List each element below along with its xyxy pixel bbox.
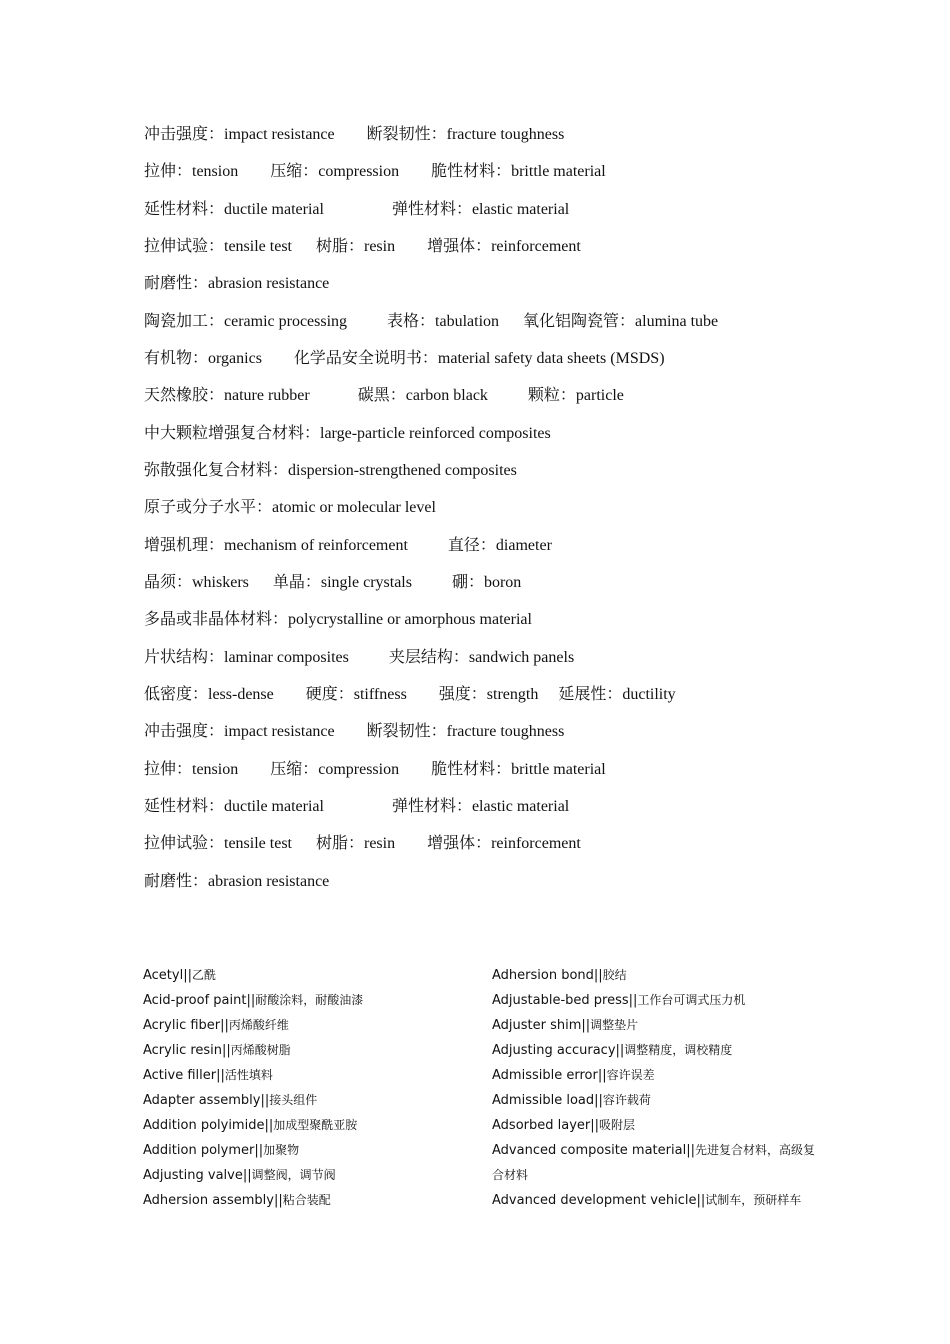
glossary-term-zh: 吸附层 <box>599 1118 636 1132</box>
glossary-entry <box>143 1088 473 1113</box>
glossary-term-en: Adjusting valve|| <box>143 1168 252 1183</box>
term-line: 低密度：less-dense 硬度：stiffness 强度：strength 延展性：ductility <box>144 685 676 703</box>
term-line: 有机物：organics 化学品安全说明书：material safety data sheets (MSDS) <box>144 349 665 367</box>
glossary-entry <box>143 1163 473 1188</box>
glossary-entry <box>143 1038 473 1063</box>
glossary-term-en: Active filler|| <box>143 1068 225 1083</box>
glossary-term-zh: 加成型聚酰亚胺 <box>273 1118 358 1132</box>
glossary-entry <box>492 1088 822 1113</box>
glossary-term-en: Addition polyimide|| <box>143 1118 274 1133</box>
glossary-term-en: Advanced development vehicle|| <box>492 1193 706 1208</box>
glossary-term-en: Adjusting accuracy|| <box>492 1043 625 1058</box>
glossary-entry <box>492 963 822 988</box>
glossary-term-en: Adjuster shim|| <box>492 1018 591 1033</box>
glossary-term-en: Admissible load|| <box>492 1093 603 1108</box>
glossary-term-en: Adsorbed layer|| <box>492 1118 599 1133</box>
glossary-term-en: Acetyl|| <box>143 968 192 983</box>
glossary-entry <box>143 1063 473 1088</box>
term-line: 拉伸：tension 压缩：compression 脆性材料：brittle material <box>144 163 606 181</box>
glossary-term-zh: 先进复合材料，高级复合材料 <box>492 1143 815 1182</box>
glossary-term-zh: 丙烯酸树脂 <box>230 1043 291 1057</box>
term-line: 原子或分子水平：atomic or molecular level <box>144 499 436 517</box>
glossary-entry <box>143 988 473 1013</box>
glossary-entry <box>492 1113 822 1138</box>
term-line: 拉伸试验：tensile test 树脂：resin 增强体：reinforcement <box>144 237 581 255</box>
glossary-term-zh: 粘合装配 <box>282 1193 331 1207</box>
glossary-term-zh: 加聚物 <box>263 1143 300 1157</box>
glossary-entry <box>492 1138 822 1188</box>
term-line: 中大颗粒增强复合材料：large-particle reinforced composites <box>144 424 551 442</box>
glossary-left-column <box>143 963 473 1213</box>
term-line: 天然橡胶：nature rubber 碳黑：carbon black 颗粒：particle <box>144 387 624 405</box>
term-line: 拉伸：tension 压缩：compression 脆性材料：brittle material <box>144 760 606 778</box>
glossary-term-zh: 试制车，预研样车 <box>705 1193 802 1207</box>
term-line: 耐磨性：abrasion resistance <box>144 872 330 890</box>
glossary-term-zh: 工作台可调式压力机 <box>637 993 746 1007</box>
glossary-term-en: Addition polymer|| <box>143 1143 264 1158</box>
term-line: 冲击强度：impact resistance 断裂韧性：fracture toughness <box>144 723 565 741</box>
glossary-term-en: Adjustable-bed press|| <box>492 993 638 1008</box>
glossary-entry <box>143 1013 473 1038</box>
term-list <box>144 116 844 900</box>
term-line: 弥散强化复合材料：dispersion-strengthened composites <box>144 461 517 479</box>
glossary-term-en: Acrylic resin|| <box>143 1043 231 1058</box>
glossary-term-zh: 乙酰 <box>191 968 216 982</box>
glossary-term-zh: 丙烯酸纤维 <box>228 1018 289 1032</box>
glossary-term-zh: 调整阀，调节阀 <box>251 1168 336 1182</box>
term-line: 晶须：whiskers 单晶：single crystals 硼：boron <box>144 573 522 591</box>
glossary-term-zh: 接头组件 <box>269 1093 318 1107</box>
glossary-term-zh: 容许载荷 <box>602 1093 651 1107</box>
term-line: 延性材料：ductile material 弹性材料：elastic material <box>144 200 570 218</box>
glossary-entry <box>143 963 473 988</box>
term-line: 增强机理：mechanism of reinforcement 直径：diameter <box>144 536 552 554</box>
glossary-term-zh: 容许误差 <box>606 1068 655 1082</box>
glossary-term-zh: 活性填料 <box>224 1068 273 1082</box>
glossary-term-zh: 调整精度，调校精度 <box>624 1043 733 1057</box>
glossary-term-en: Adhersion bond|| <box>492 968 603 983</box>
glossary-term-en: Admissible error|| <box>492 1068 607 1083</box>
term-line: 耐磨性：abrasion resistance <box>144 275 330 293</box>
glossary-term-zh: 耐酸涂料，耐酸油漆 <box>255 993 364 1007</box>
glossary-entry <box>143 1138 473 1163</box>
term-line: 拉伸试验：tensile test 树脂：resin 增强体：reinforcement <box>144 835 581 853</box>
glossary-entry <box>143 1188 473 1213</box>
glossary-term-zh: 调整垫片 <box>590 1018 639 1032</box>
term-line: 延性材料：ductile material 弹性材料：elastic material <box>144 797 570 815</box>
glossary-entry <box>492 1188 822 1213</box>
glossary-term-en: Adhersion assembly|| <box>143 1193 283 1208</box>
glossary-term-en: Acrylic fiber|| <box>143 1018 229 1033</box>
term-line: 冲击强度：impact resistance 断裂韧性：fracture toughness <box>144 126 565 143</box>
glossary-term-en: Acid-proof paint|| <box>143 993 256 1008</box>
glossary-entry <box>492 1013 822 1038</box>
glossary-right-column <box>492 963 822 1213</box>
glossary-entry <box>492 1038 822 1063</box>
term-line: 多晶或非晶体材料：polycrystalline or amorphous material <box>144 611 532 629</box>
glossary-entry <box>492 988 822 1013</box>
glossary-term-en: Advanced composite material|| <box>492 1143 695 1158</box>
glossary-term-zh: 胶结 <box>602 968 627 982</box>
glossary-entry <box>143 1113 473 1138</box>
glossary-term-en: Adapter assembly|| <box>143 1093 270 1108</box>
glossary-entry <box>492 1063 822 1088</box>
term-line: 片状结构：laminar composites 夹层结构：sandwich panels <box>144 648 575 666</box>
term-line: 陶瓷加工：ceramic processing 表格：tabulation 氧化铝陶瓷管：alumina tube <box>144 312 719 330</box>
